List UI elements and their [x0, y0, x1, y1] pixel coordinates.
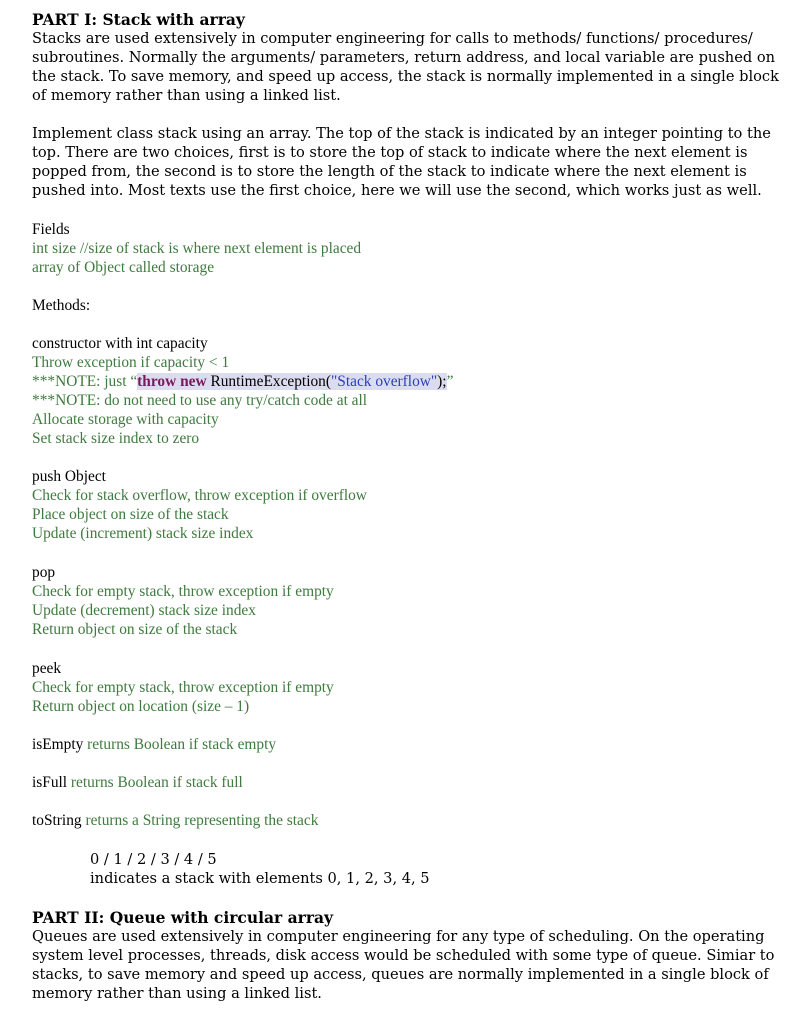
paragraph-line: Queues are used extensively in computer engineering for any type of scheduling. On the operating — [32, 928, 765, 945]
paragraph-line: of memory rather than using a linked list. — [32, 87, 341, 104]
push-step: Place object on size of the stack — [32, 506, 229, 523]
paragraph-line: top. There are two choices, first is to store the top of stack to indicate where the next element is — [32, 144, 748, 161]
paragraph-line: Stacks are used extensively in computer engineering for calls to methods/ functions/ procedures/ — [32, 30, 753, 47]
paragraph-line: the stack. To save memory, and speed up access, the stack is normally implemented in a single block — [32, 68, 779, 85]
note-suffix: ” — [446, 373, 454, 390]
fields-section — [32, 220, 762, 277]
pop-step: Check for empty stack, throw exception if empty — [32, 583, 334, 600]
paragraph-line: pushed into. Most texts use the first choice, here we will use the second, which works just as well. — [32, 182, 762, 199]
push-step: Update (increment) stack size index — [32, 525, 254, 542]
method-description: returns a String representing the stack — [81, 812, 319, 829]
method-name: isEmpty — [32, 736, 84, 753]
peek-label: peek — [32, 660, 62, 677]
pop-label: pop — [32, 564, 56, 581]
method-description: returns Boolean if stack full — [67, 774, 243, 791]
part1-title: PART I: Stack with array — [32, 10, 245, 29]
constructor-step: Set stack size index to zero — [32, 430, 200, 447]
peek-section — [32, 659, 762, 716]
pop-step: Return object on size of the stack — [32, 621, 238, 638]
code-keyword-new: new — [180, 373, 207, 390]
code-highlight — [137, 373, 446, 390]
tostring-method — [32, 811, 762, 830]
constructor-label: constructor with int capacity — [32, 335, 208, 352]
code-call: RuntimeException( — [206, 373, 331, 390]
fields-label: Fields — [32, 221, 70, 238]
code-string: "Stack overflow" — [331, 373, 438, 390]
example-caption: indicates a stack with elements 0, 1, 2, 3, 4, 5 — [90, 870, 430, 887]
constructor-note-2: ***NOTE: do not need to use any try/catch code at all — [32, 392, 368, 409]
paragraph-line: subroutines. Normally the arguments/ parameters, return address, and local variable are pushed on — [32, 49, 776, 66]
tostring-example — [32, 850, 762, 888]
constructor-step: Throw exception if capacity < 1 — [32, 354, 230, 371]
push-step: Check for stack overflow, throw exception if overflow — [32, 487, 367, 504]
isempty-method — [32, 735, 762, 754]
push-section — [32, 467, 762, 543]
field-item: array of Object called storage — [32, 259, 215, 276]
paragraph-line: popped from, the second is to store the length of the stack to indicate where the next element is — [32, 163, 747, 180]
constructor-section — [32, 334, 762, 448]
methods-label: Methods: — [32, 297, 91, 314]
example-output: 0 / 1 / 2 / 3 / 4 / 5 — [90, 851, 217, 868]
document-page — [32, 10, 779, 1003]
isfull-method — [32, 773, 762, 792]
method-name: toString — [32, 812, 82, 829]
paragraph-line: stacks, to save memory and speed up access, queues are normally implemented in a single block of — [32, 966, 769, 983]
method-name: isFull — [32, 774, 68, 791]
push-label: push Object — [32, 468, 106, 485]
part2-title: PART II: Queue with circular array — [32, 908, 334, 927]
field-item: int size //size of stack is where next element is placed — [32, 240, 362, 257]
part2-intro-paragraph — [32, 927, 775, 1003]
code-keyword-throw: throw — [137, 373, 177, 390]
constructor-note-1 — [32, 372, 762, 391]
pop-section — [32, 563, 762, 639]
note-prefix: ***NOTE: just “ — [32, 373, 138, 390]
paragraph-line: Implement class stack using an array. The top of the stack is indicated by an integer pointing to the — [32, 125, 771, 142]
code-end: ); — [437, 373, 447, 390]
peek-step: Check for empty stack, throw exception if empty — [32, 679, 334, 696]
peek-step: Return object on location (size – 1) — [32, 698, 250, 715]
constructor-step: Allocate storage with capacity — [32, 411, 219, 428]
paragraph-line: system level processes, threads, disk access would be scheduled with some type of queue. Simiar to — [32, 947, 775, 964]
pop-step: Update (decrement) stack size index — [32, 602, 256, 619]
part1-implementation-paragraph — [32, 124, 771, 200]
part1-intro-paragraph — [32, 29, 779, 105]
paragraph-line: memory rather than using a linked list. — [32, 985, 322, 1002]
method-description: returns Boolean if stack empty — [83, 736, 277, 753]
